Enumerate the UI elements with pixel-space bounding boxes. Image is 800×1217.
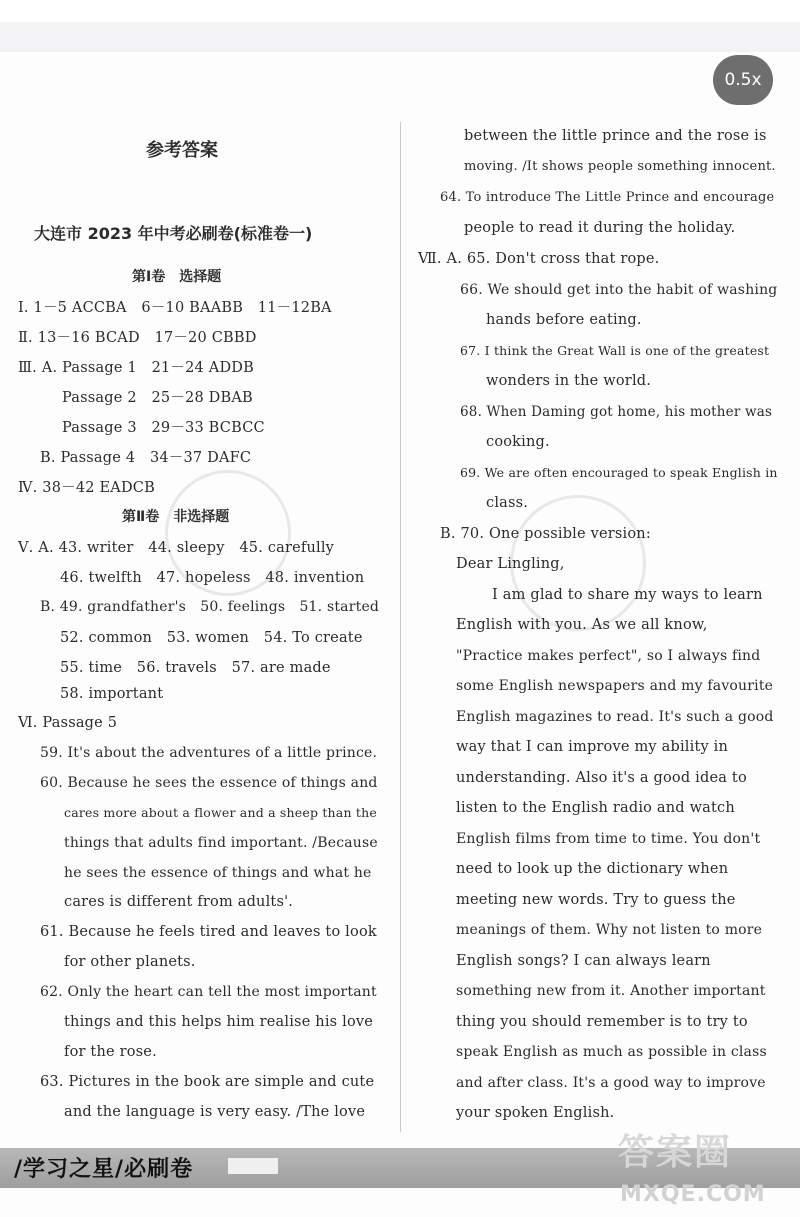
answer-line: something new from it. Another important — [456, 983, 766, 999]
answer-line: Ⅵ. Passage 5 — [18, 715, 118, 731]
answer-line: Ⅳ. 38－42 EADCB — [18, 480, 155, 496]
answer-line: your spoken English. — [456, 1105, 615, 1121]
answer-line: Dear Lingling, — [456, 556, 565, 572]
answer-line: 55. time 56. travels 57. are made — [60, 660, 331, 676]
answer-line: some English newspapers and my favourite — [456, 678, 774, 694]
answer-line: moving. /It shows people something innocent. — [464, 159, 776, 174]
answer-line: class. — [486, 495, 529, 511]
answer-line: and the language is very easy. /The love — [64, 1104, 366, 1120]
answer-line: "Practice makes perfect", so I always find — [456, 648, 761, 664]
answer-line: I am glad to share my ways to learn — [492, 587, 763, 603]
answer-line: English songs? I can always learn — [456, 953, 711, 969]
answer-line: thing you should remember is to try to — [456, 1014, 748, 1030]
answer-line: listen to the English radio and watch — [456, 800, 735, 816]
playback-speed-button[interactable]: 0.5x — [713, 55, 773, 105]
answer-line: B. 70. One possible version: — [440, 526, 651, 542]
answer-line: B. 49. grandfather's 50. feelings 51. started — [40, 599, 380, 615]
answer-line: 61. Because he feels tired and leaves to look — [40, 924, 377, 940]
answer-line: speak English as much as possible in class — [456, 1044, 767, 1060]
answer-line: 66. We should get into the habit of washing — [460, 282, 778, 298]
answer-line: hands before eating. — [486, 312, 642, 328]
answer-line: Ⅱ. 13－16 BCAD 17－20 CBBD — [18, 330, 257, 346]
answer-line: 58. important — [60, 686, 164, 702]
answer-line: 52. common 53. women 54. To create — [60, 630, 363, 646]
answer-line: wonders in the world. — [486, 373, 652, 389]
answer-line: cares is different from adults'. — [64, 894, 294, 910]
answer-line: things and this helps him realise his love — [64, 1014, 374, 1030]
answer-line: for other planets. — [64, 954, 196, 970]
footer-brand-text: /学习之星/必刷卷 — [14, 1157, 194, 1182]
answer-line: Passage 2 25－28 DBAB — [62, 390, 253, 406]
answer-line: things that adults find important. /Because — [64, 835, 378, 851]
answer-line: 59. It's about the adventures of a little prince. — [40, 745, 378, 761]
answer-line: English films from time to time. You don't — [456, 831, 761, 847]
answer-line: meanings of them. Why not listen to more — [456, 922, 763, 938]
exam-subtitle: 大连市 2023 年中考必刷卷(标准卷一) — [34, 224, 313, 243]
answer-line: cares more about a flower and a sheep than the — [64, 805, 377, 820]
viewer-header-strip — [0, 22, 800, 52]
column-divider — [400, 122, 401, 1132]
answer-line: Ⅶ. A. 65. Don't cross that rope. — [418, 251, 660, 267]
answer-line: for the rose. — [64, 1044, 157, 1060]
answer-line: 62. Only the heart can tell the most important — [40, 984, 377, 1000]
answer-line: 67. I think the Great Wall is one of the greatest — [460, 343, 770, 358]
answer-line: meeting new words. Try to guess the — [456, 892, 736, 908]
watermark-site: MXQE.COM — [620, 1182, 766, 1207]
answer-line: Ⅲ. A. Passage 1 21－24 ADDB — [18, 360, 254, 376]
answer-line: cooking. — [486, 434, 550, 450]
section-heading-part1: 第Ⅰ卷 选择题 — [132, 269, 222, 285]
top-bar — [0, 0, 800, 22]
answer-line: he sees the essence of things and what he — [64, 865, 372, 881]
footer-smudge — [228, 1158, 278, 1174]
answer-line: Ⅴ. A. 43. writer 44. sleepy 45. carefully — [18, 540, 335, 556]
answer-line: need to look up the dictionary when — [456, 861, 729, 877]
answer-line: 64. To introduce The Little Prince and encourage — [440, 190, 775, 205]
answer-line: way that I can improve my ability in — [456, 739, 729, 755]
watermark-logo: 答案圈 — [618, 1132, 733, 1173]
answer-line: people to read it during the holiday. — [464, 220, 736, 236]
answer-line: and after class. It's a good way to improve — [456, 1075, 766, 1091]
answer-line: 63. Pictures in the book are simple and cute — [40, 1074, 375, 1090]
answer-line: 60. Because he sees the essence of things and — [40, 775, 378, 791]
section-heading-part2: 第Ⅱ卷 非选择题 — [122, 509, 230, 525]
answer-line: understanding. Also it's a good idea to — [456, 770, 747, 786]
answer-line: English magazines to read. It's such a good — [456, 709, 774, 725]
answer-line: 69. We are often encouraged to speak English in — [460, 465, 778, 480]
answer-line: Ⅰ. 1－5 ACCBA 6－10 BAABB 11－12BA — [18, 300, 332, 316]
answer-line: between the little prince and the rose is — [464, 128, 767, 144]
answer-line: Passage 3 29－33 BCBCC — [62, 420, 265, 436]
answer-line: B. Passage 4 34－37 DAFC — [40, 450, 252, 466]
answer-line: English with you. As we all know, — [456, 617, 708, 633]
answers-title: 参考答案 — [146, 140, 218, 161]
answer-line: 68. When Daming got home, his mother was — [460, 404, 773, 420]
answer-line: 46. twelfth 47. hopeless 48. invention — [60, 570, 365, 586]
